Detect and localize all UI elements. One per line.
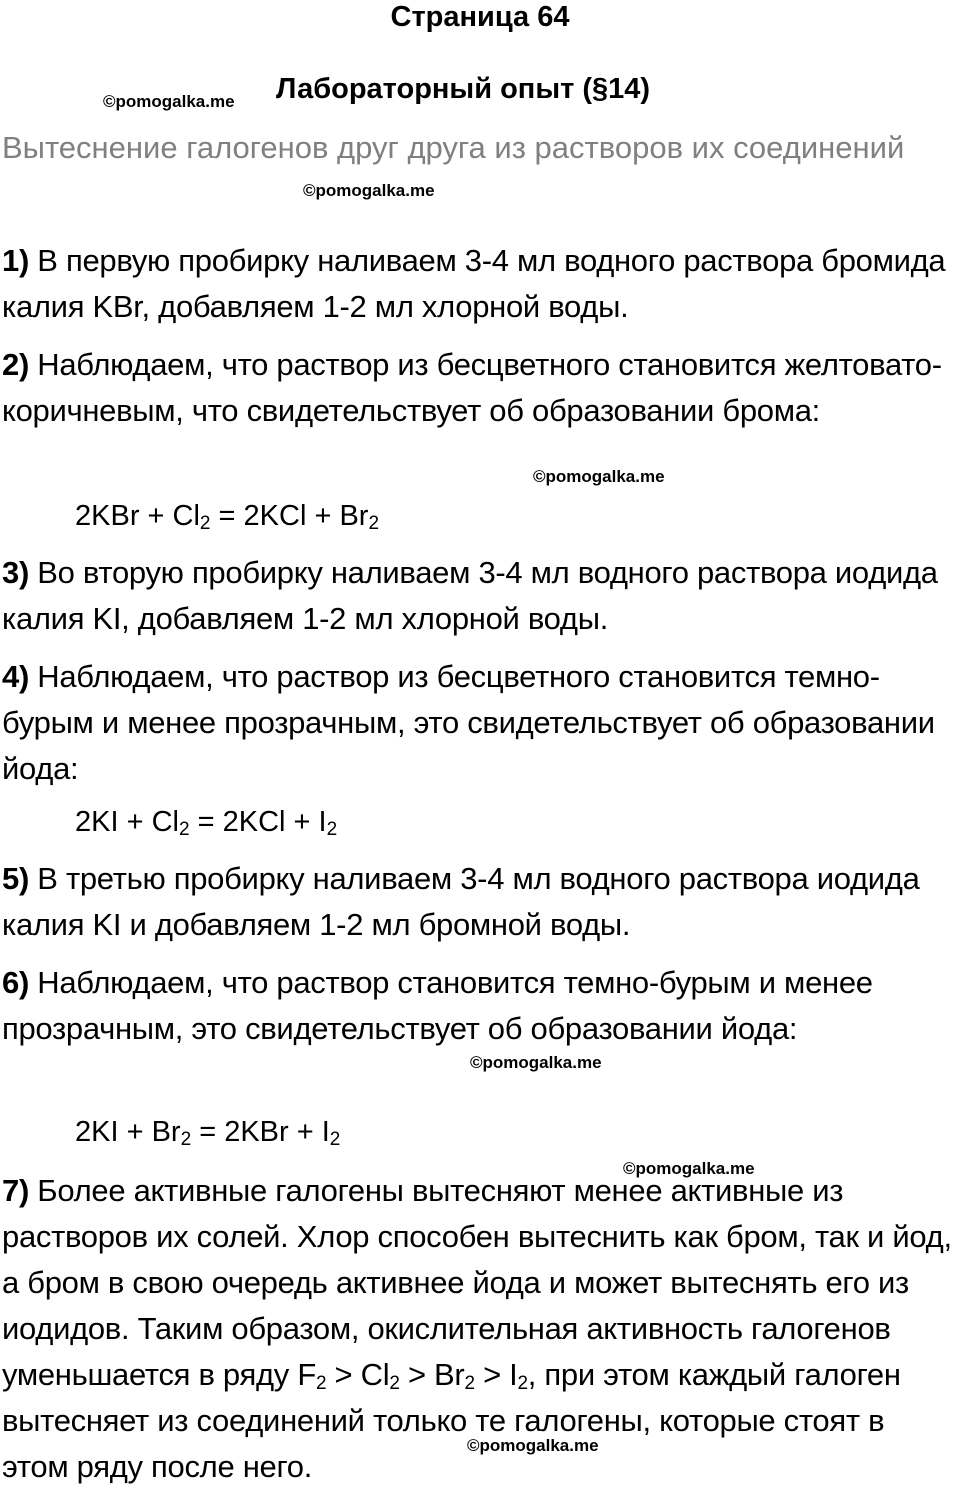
watermark: ©pomogalka.me [470,1053,602,1072]
step-text: Наблюдаем, что раствор из бесцветного становится темно-бурым и менее прозрачным, это свидетельствует об образовании йода: [2,659,935,786]
step-text: В третью пробирку наливаем 3-4 мл водного раствора иодида калия KI и добавляем 1-2 мл бромной воды. [2,861,920,942]
halogen-series: $F_2 > Cl_2 > Br_2 > I_2$ [297,1357,528,1394]
step-text: Наблюдаем, что раствор становится темно-бурым и менее прозрачным, это свидетельствует об образовании йода: [2,965,873,1046]
watermark: ©pomogalka.me [103,92,235,111]
equation-1: $2KBr + Cl_2 = 2KCl + Br_2$ [75,500,380,534]
watermark: ©pomogalka.me [467,1436,599,1455]
watermark: ©pomogalka.me [533,467,665,486]
step-number: 5) [2,861,29,896]
step-5 [2,856,957,948]
equation-3: $2KI + Br_2 = 2KBr + I_2$ [75,1116,341,1150]
subtitle: Вытеснение галогенов друг друга из растворов их соединений [2,130,905,165]
page-title: Страница 64 [390,1,570,33]
step-text: Наблюдаем, что раствор из бесцветного становится желтовато-коричневым, что свидетельствует об образовании брома: [2,347,942,428]
watermark: ©pomogalka.me [303,181,435,200]
step-number: 3) [2,555,29,590]
lab-title: Лабораторный опыт (§14) [276,73,651,105]
step-3 [2,550,957,642]
step-text-tail: , при этом каждый галоген вытесняет из соединений только те галогены, которые стоят в этом ряду после него. [2,1357,901,1484]
watermark: ©pomogalka.me [623,1159,755,1178]
step-text: В первую пробирку наливаем 3-4 мл водного раствора бромида калия KBr, добавляем 1-2 мл хлорной воды. [2,243,946,324]
step-number: 1) [2,243,29,278]
step-6 [2,960,957,1052]
step-text: Во вторую пробирку наливаем 3-4 мл водного раствора иодида калия KI, добавляем 1-2 мл хлорной воды. [2,555,938,636]
step-2 [2,342,957,434]
step-number: 4) [2,659,29,694]
step-number: 2) [2,347,29,382]
equation-2: $2KI + Cl_2 = 2KCl + I_2$ [75,806,338,840]
step-4 [2,654,957,792]
step-number: 7) [2,1173,29,1208]
step-text: Более активные галогены вытесняют менее активные из растворов их солей. Хлор способен вытеснить как бром, так и йод, а бром в свою очередь активнее йода и может вытеснять его из иодидов. Таким образом, окислительная активность галогенов уменьшается в ряду [2,1173,952,1392]
step-number: 6) [2,965,29,1000]
step-1 [2,238,957,330]
